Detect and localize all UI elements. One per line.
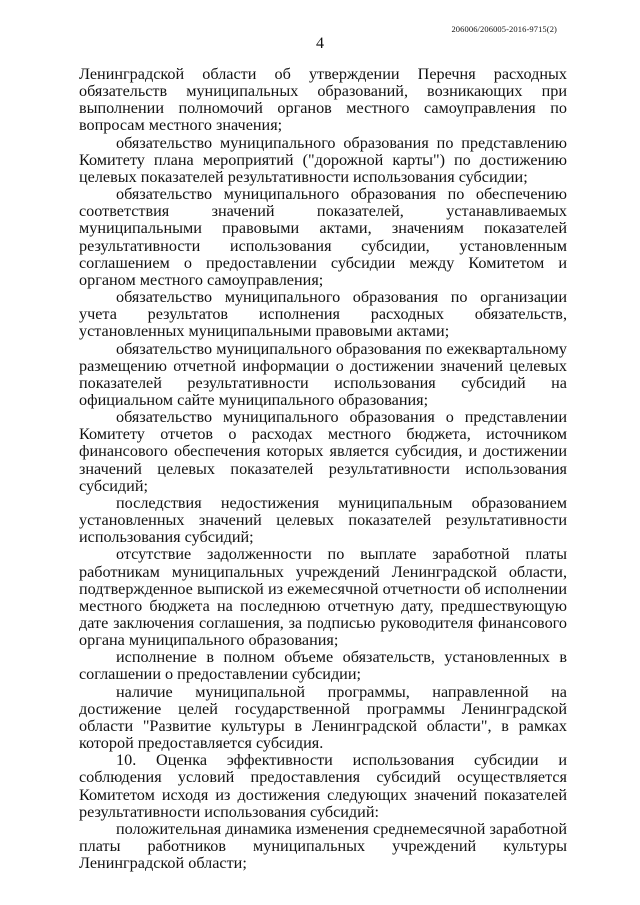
paragraph: обязательство муниципального образования по ежеквартальному размещению отчетной информации о достижении значений целевых показателей результативности использования субсидий на официальном сайте муниципального образования; bbox=[79, 339, 567, 409]
paragraph: обязательство муниципального образования по обеспечению соответствия значений показателей, устанавливаемых муниципальными правовыми актами, значениям показателей результативности использования субсидии, установленным соглашением о предоставлении субсидии между Комитетом и органом местного самоуправления; bbox=[79, 185, 567, 289]
paragraph: обязательство муниципального образования по представлению Комитету плана мероприятий ("дорожной карты") по достижению целевых показателей результативности использования субсидии; bbox=[79, 133, 567, 186]
paragraph: наличие муниципальной программы, направленной на достижение целей государственной программы Ленинградской области "Развитие культуры в Ленинградской области", в рамках которой предоставляется субсидия. bbox=[79, 682, 567, 753]
paragraph: отсутствие задолженности по выплате заработной платы работникам муниципальных учреждений Ленинградской области, подтвержденное выпиской из ежемесячной отчетности об исполнении местного бюджета на последнюю отчетную дату, предшествующую дате заключения соглашения, за подписью руководителя финансового органа муниципального образования; bbox=[79, 545, 567, 650]
paragraph: 10. Оценка эффективности использования субсидии и соблюдения условий предоставления субсидий осуществляется Комитетом исходя из достижения следующих значений показателей результативности использования субсидий: bbox=[79, 751, 567, 821]
paragraph: последствия недостижения муниципальным образованием установленных значений целевых показателей результативности использования субсидий; bbox=[79, 493, 567, 547]
paragraph: обязательство муниципального образования по организации учета результатов исполнения расходных обязательств, установленных муниципальными правовыми актами; bbox=[79, 288, 567, 341]
document-code: 206006/206005-2016-9715(2) bbox=[451, 24, 557, 34]
paragraph: обязательство муниципального образования о представлении Комитету отчетов о расходах местного бюджета, источником финансового обеспечения которых является субсидия, и достижении значений целевых показателей результативности использования субсидий; bbox=[79, 408, 567, 495]
page-number: 4 bbox=[316, 35, 324, 52]
paragraph: Ленинградской области об утверждении Перечня расходных обязательств муниципальных образований, возникающих при выполнении полномочий органов местного самоуправления по вопросам местного значения; bbox=[79, 65, 567, 135]
paragraph: исполнение в полном объеме обязательств, установленных в соглашении о предоставлении субсидии; bbox=[79, 648, 567, 684]
paragraph: положительная динамика изменения среднемесячной заработной платы работников муниципальных учреждений культуры Ленинградской области; bbox=[79, 819, 567, 873]
document-body bbox=[79, 66, 567, 872]
